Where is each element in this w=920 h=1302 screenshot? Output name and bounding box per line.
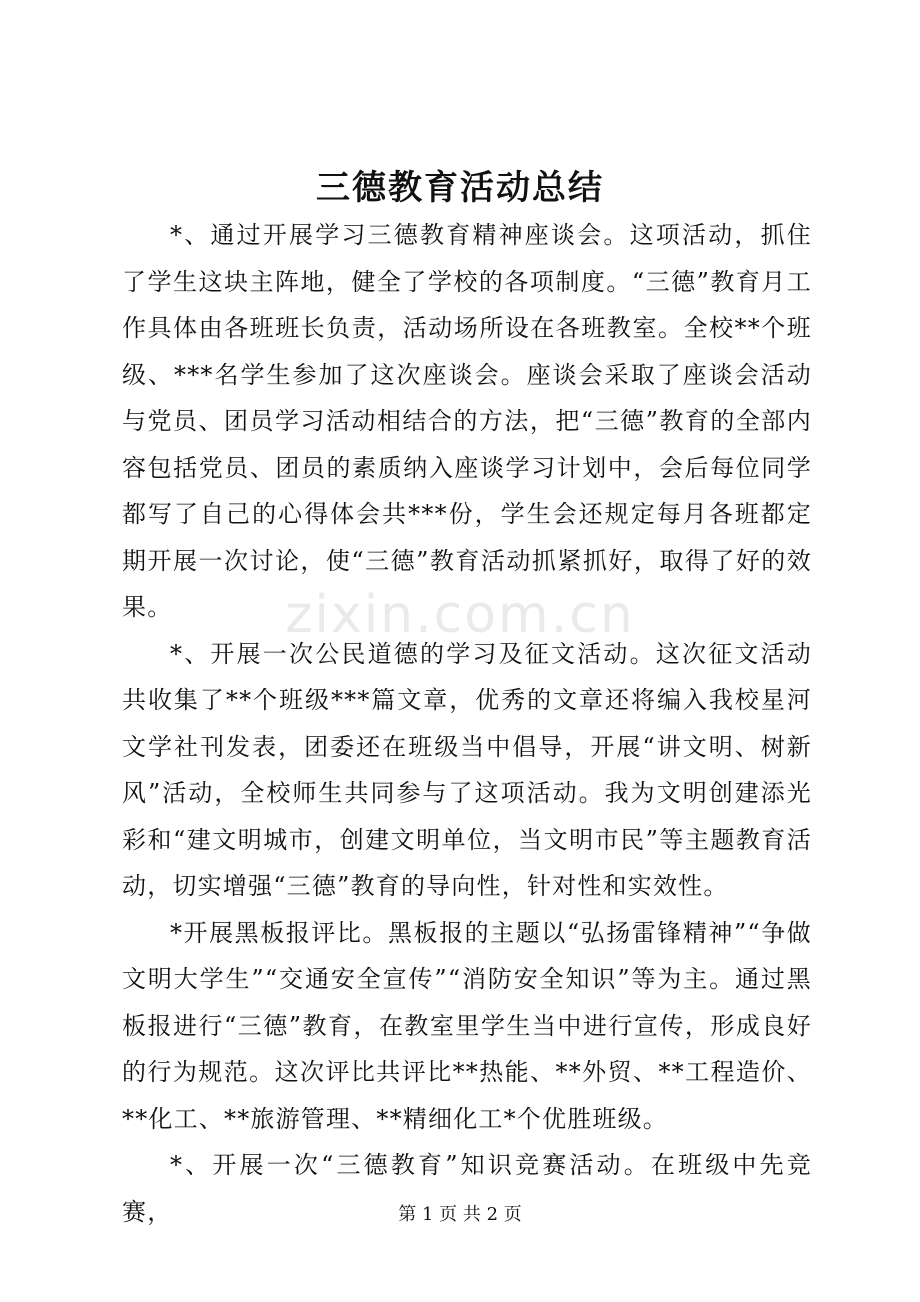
document-body bbox=[122, 212, 812, 1235]
page-footer bbox=[0, 1200, 920, 1226]
paragraph-3: *开展黑板报评比。黑板报的主题以“弘扬雷锋精神”“争做文明大学生”“交通安全宣传”“消防安全知识”等为主。通过黑板报进行“三德”教育，在教室里学生当中进行宣传，形成良好的行为规范。这次评比共评比**热能、**外贸、**工程造价、**化工、**旅游管理、**精细化工*个优胜班级。 bbox=[122, 918, 812, 1133]
paragraph-1: *、通过开展学习三德教育精神座谈会。这项活动，抓住了学生这块主阵地，健全了学校的各项制度。“三德”教育月工作具体由各班班长负责，活动场所设在各班教室。全校**个班级、***名学生参加了这次座谈会。座谈会采取了座谈会活动与党员、团员学习活动相结合的方法，把“三德”教育的全部内容包括党员、团员的素质纳入座谈学习计划中，会后每位同学都写了自己的心得体会共***份，学生会还规定每月各班都定期开展一次讨论，使“三德”教育活动抓紧抓好，取得了好的效果。 bbox=[122, 221, 812, 621]
paragraph-2: *、开展一次公民道德的学习及征文活动。这次征文活动共收集了**个班级***篇文章，优秀的文章还将编入我校星河文学社刊发表，团委还在班级当中倡导，开展“讲文明、树新风”活动，全校师生共同参与了这项活动。我为文明创建添光彩和“建文明城市，创建文明单位，当文明市民”等主题教育活动，切实增强“三德”教育的导向性，针对性和实效性。 bbox=[122, 639, 812, 900]
paragraph-4: *、开展一次“三德教育”知识竞赛活动。在班级中先竞赛， bbox=[122, 1151, 812, 1226]
page-number-label: 第 1 页 共 2 页 bbox=[398, 1204, 522, 1225]
document-title: 三德教育活动总结 bbox=[316, 168, 604, 208]
watermark: zixin.com.cn bbox=[285, 585, 635, 645]
